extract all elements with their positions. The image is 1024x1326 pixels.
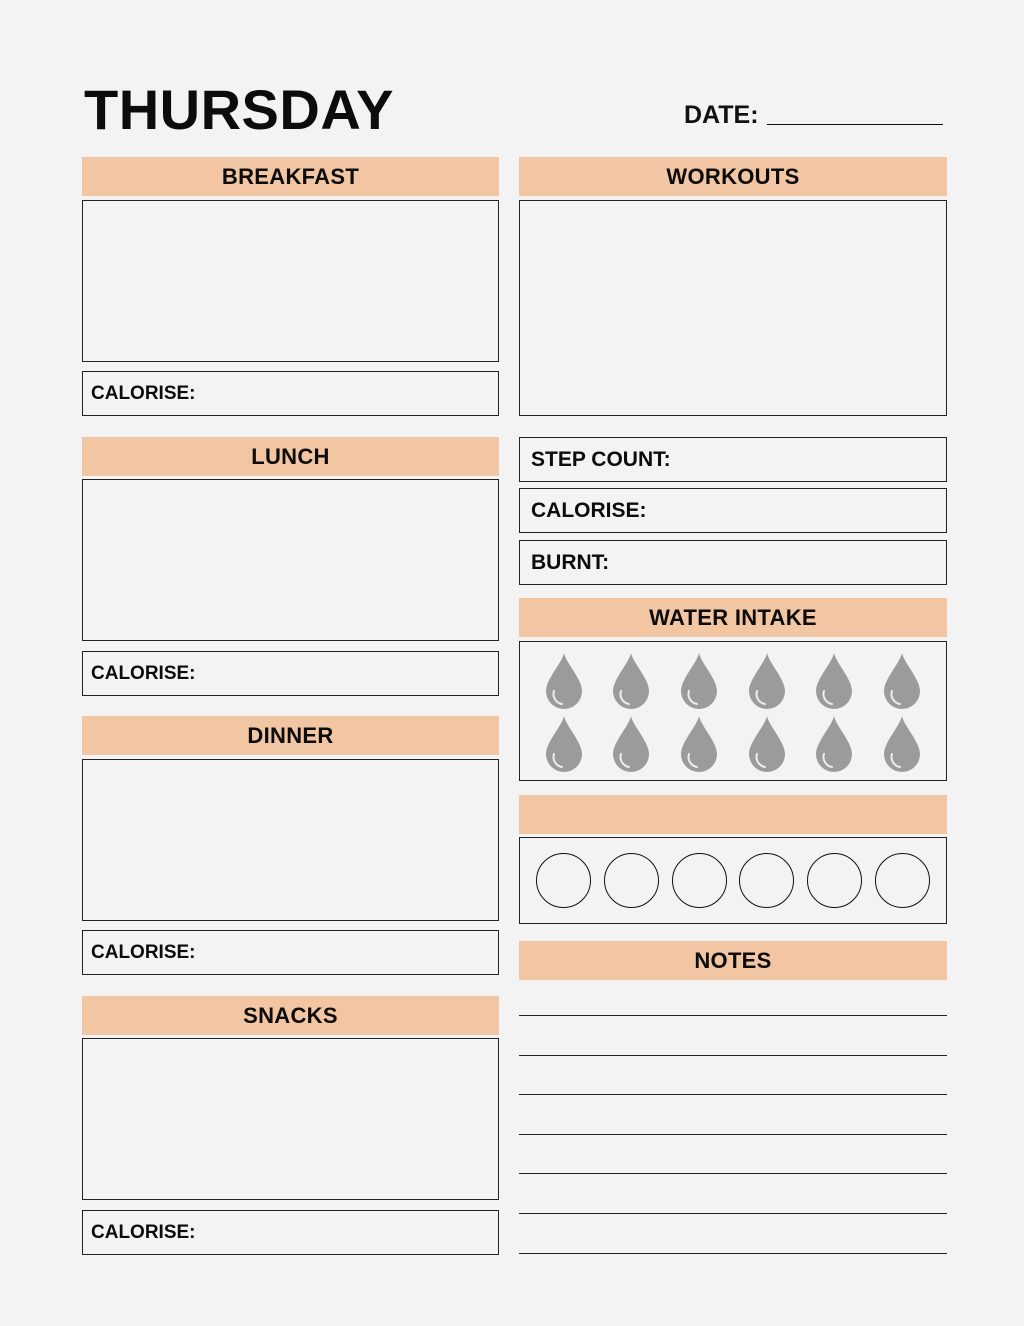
- tracker-circle[interactable]: [739, 853, 794, 908]
- burnt-label: BURNT:: [531, 550, 610, 574]
- breakfast-calories-field[interactable]: [82, 371, 499, 416]
- step-count-label: STEP COUNT:: [531, 447, 671, 471]
- step-count-field[interactable]: [519, 437, 947, 482]
- water-drop-icon[interactable]: [733, 648, 801, 711]
- snacks-calories-label: CALORISE:: [91, 1221, 196, 1243]
- notes-lines: [519, 1015, 947, 1255]
- notes-header: NOTES: [519, 941, 947, 980]
- workouts-box[interactable]: [519, 200, 947, 416]
- tracker-header: [519, 795, 947, 834]
- snacks-calories-field[interactable]: [82, 1210, 499, 1255]
- water-intake-grid: [519, 641, 947, 781]
- lunch-header: LUNCH: [82, 437, 499, 476]
- water-drop-icon[interactable]: [665, 711, 733, 774]
- dinner-box[interactable]: [82, 759, 499, 921]
- workouts-header: WORKOUTS: [519, 157, 947, 196]
- water-drop-icon[interactable]: [868, 711, 936, 774]
- note-line[interactable]: [519, 1173, 947, 1174]
- breakfast-calories-label: CALORISE:: [91, 382, 196, 404]
- water-drop-icon[interactable]: [868, 648, 936, 711]
- workout-calories-field[interactable]: [519, 488, 947, 533]
- tracker-circle[interactable]: [807, 853, 862, 908]
- water-drop-icon[interactable]: [801, 648, 869, 711]
- breakfast-header: BREAKFAST: [82, 157, 499, 196]
- lunch-box[interactable]: [82, 479, 499, 641]
- note-line[interactable]: [519, 1134, 947, 1135]
- page-title: THURSDAY: [84, 78, 394, 141]
- water-intake-header: WATER INTAKE: [519, 598, 947, 637]
- dinner-header: DINNER: [82, 716, 499, 755]
- workout-calories-label: CALORISE:: [531, 498, 647, 522]
- tracker-circle[interactable]: [604, 853, 659, 908]
- breakfast-box[interactable]: [82, 200, 499, 362]
- date-label: DATE:: [684, 101, 759, 129]
- lunch-calories-field[interactable]: [82, 651, 499, 696]
- note-line[interactable]: [519, 1055, 947, 1056]
- water-drop-icon[interactable]: [801, 711, 869, 774]
- snacks-header: SNACKS: [82, 996, 499, 1035]
- tracker-circle[interactable]: [536, 853, 591, 908]
- dinner-calories-field[interactable]: [82, 930, 499, 975]
- burnt-field[interactable]: [519, 540, 947, 585]
- water-drop-icon[interactable]: [598, 648, 666, 711]
- tracker-circle[interactable]: [672, 853, 727, 908]
- date-input-line[interactable]: [767, 124, 943, 125]
- water-drop-icon[interactable]: [530, 648, 598, 711]
- water-drop-icon[interactable]: [530, 711, 598, 774]
- note-line[interactable]: [519, 1213, 947, 1214]
- lunch-calories-label: CALORISE:: [91, 662, 196, 684]
- water-drop-icon[interactable]: [665, 648, 733, 711]
- water-drop-icon[interactable]: [733, 711, 801, 774]
- water-drop-icon[interactable]: [598, 711, 666, 774]
- note-line[interactable]: [519, 1015, 947, 1016]
- snacks-box[interactable]: [82, 1038, 499, 1200]
- note-line[interactable]: [519, 1094, 947, 1095]
- tracker-circle[interactable]: [875, 853, 930, 908]
- dinner-calories-label: CALORISE:: [91, 941, 196, 963]
- tracker-circles: [519, 837, 947, 924]
- note-line[interactable]: [519, 1253, 947, 1254]
